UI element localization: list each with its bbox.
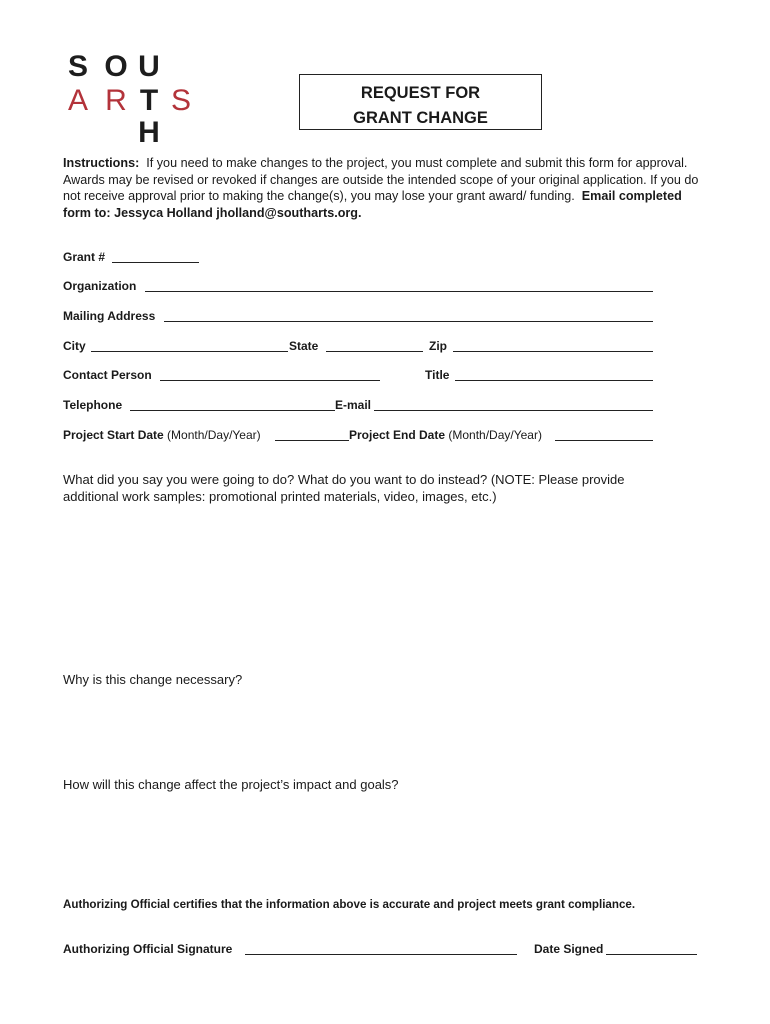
question-impact-goals: How will this change affect the project’s impact and goals? [63,777,399,792]
city-label: City [63,339,86,353]
start-date-hint: (Month/Day/Year) [167,428,261,442]
start-date-text: Project Start Date [63,428,164,442]
organization-label: Organization [63,279,137,293]
logo-letter: O [104,50,128,83]
logo-letter: S [170,84,191,117]
telephone-input-line[interactable] [130,410,335,411]
date-signed-label: Date Signed [534,942,604,956]
form-title-line1: REQUEST FOR [360,84,481,102]
end-date-hint: (Month/Day/Year) [448,428,542,442]
instructions-email: Email completed form to: Jessyca Holland jholland@southarts.org. [63,189,682,220]
question-what-change: What did you say you were going to do? What do you want to do instead? (NOTE: Please provide additional work samples: promotional printed materials, video, images, etc.) [63,472,625,504]
date-signed-input-line[interactable] [606,954,697,955]
question-why-necessary: Why is this change necessary? [63,672,243,687]
signature-label: Authorizing Official Signature [63,942,233,956]
email-input-line[interactable] [374,410,653,411]
grant-label: Grant # [63,250,106,264]
zip-input-line[interactable] [453,351,653,352]
end-date-input-line[interactable] [555,440,653,441]
end-date-text: Project End Date [349,428,446,442]
logo-letter: S [67,50,88,83]
form-title-line2: GRANT CHANGE [353,109,488,127]
city-input-line[interactable] [91,351,288,352]
zip-label: Zip [429,339,447,353]
instructions-label: Instructions: [63,156,140,170]
email-label: E-mail [335,398,372,412]
logo-letter: H [138,116,160,149]
signature-input-line[interactable] [245,954,517,955]
instructions [63,155,713,221]
title-input-line[interactable] [455,380,653,381]
start-date-input-line[interactable] [275,440,349,441]
mailing-address-label: Mailing Address [63,309,156,323]
instructions-body: If you need to make changes to the project, you must complete and submit this form for approval. Awards may be revised or revoked if changes are outside the intended scope of your original application. If you do not receive approval prior to making the change(s), you may lose your grant award/ funding. [63,156,699,203]
state-input-line[interactable] [326,351,423,352]
logo-letter: A [67,84,88,117]
end-date-label [349,428,542,442]
logo-letter: U [138,50,160,83]
organization-input-line[interactable] [145,291,653,292]
certification-statement: Authorizing Official certifies that the information above is accurate and project meets grant compliance. [63,898,636,911]
contact-person-label: Contact Person [63,368,152,382]
form-title-box [299,74,542,130]
telephone-label: Telephone [63,398,123,412]
contact-person-input-line[interactable] [160,380,380,381]
state-label: State [289,339,319,353]
logo-letter: T [139,84,159,117]
logo-letter: R [105,84,127,117]
grant-input-line[interactable] [112,262,199,263]
mailing-address-input-line[interactable] [164,321,653,322]
title-label: Title [425,368,450,382]
start-date-label [63,428,261,442]
